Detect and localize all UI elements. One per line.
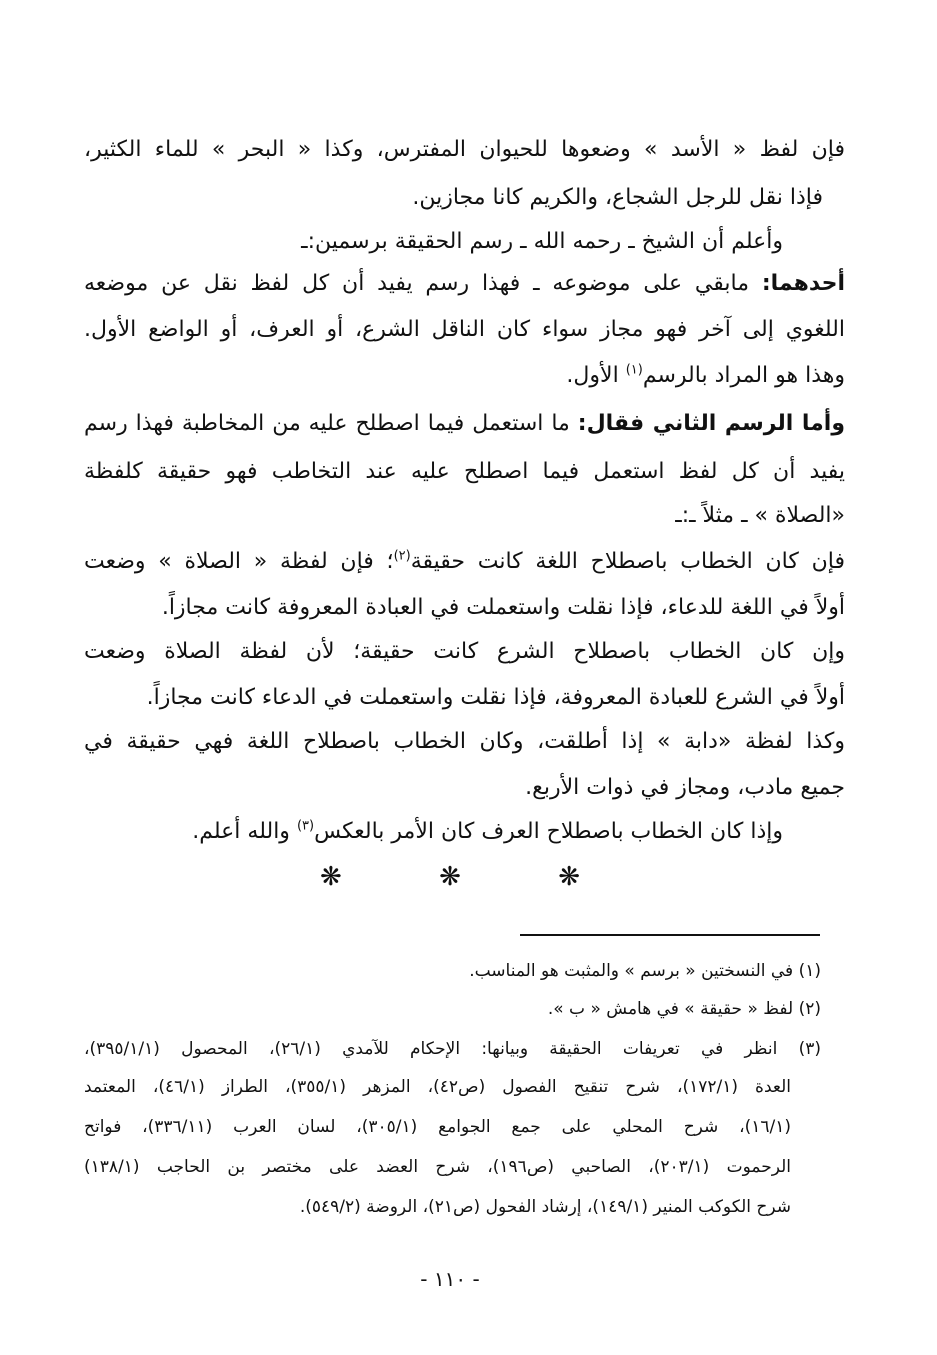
- footnote-ref-1: (١): [625, 362, 643, 378]
- body-line-11: أولاً في اللغة للدعاء، فإذا نقلت واستعملت في العبادة المعروفة كانت مجازاً.: [161, 595, 845, 620]
- body-line-3: وأعلم أن الشيخ ـ رحمه الله ـ رسم الحقيقة برسمين:ـ: [301, 229, 783, 254]
- body-line-10-text-b: ؛ فإن لفظة « الصلاة » وضعت: [84, 549, 394, 574]
- page-number: - ١١٠ -: [420, 1267, 480, 1291]
- body-line-4-text: مابقي على موضوعه ـ فهذا رسم يفيد أن كل لفظ نقل عن موضعه: [84, 271, 762, 296]
- body-line-9: «الصلاة » ـ مثلاً ـ:ـ: [675, 503, 845, 528]
- body-line-8: يفيد أن كل لفظ استعمل فيما اصطلح عليه عند التخاطب فهو حقيقة كلفظة: [84, 459, 845, 484]
- definition-one-label: أحدهما:: [761, 271, 845, 296]
- body-line-13: أولاً في الشرع للعبادة المعروفة، فإذا نقلت واستعملت في الدعاء كانت مجازاً.: [146, 685, 845, 710]
- body-line-5: اللغوي إلى آخر فهو مجاز سواء كان الناقل الشرع، أو العرف، أو الواضع الأول.: [84, 317, 845, 342]
- footnote-1: (١) في النسختين « برسم » والمثبت هو المناسب.: [469, 961, 821, 981]
- footnote-divider: [520, 934, 820, 936]
- body-line-1: فإن لفظ « الأسد » وضعوها للحيوان المفترس، وكذا « البحر » للماء الكثير،: [84, 137, 845, 162]
- body-line-10: [84, 546, 845, 578]
- footnote-3-line-3: (١٦/١)، شرح المحلي على جمع الجوامع (٣٠٥/١)، لسان العرب (٣٣٦/١١)، فواتح: [84, 1117, 791, 1137]
- body-line-4: [84, 268, 845, 300]
- body-line-6-text-b: الأول.: [566, 363, 626, 388]
- separator-star-icon: ❋: [558, 862, 580, 892]
- definition-two-label: وأما الرسم الثاني فقال:: [577, 411, 845, 436]
- body-line-15: جميع مادب، ومجاز في ذوات الأربع.: [525, 775, 845, 800]
- body-line-2: فإذا نقل للرجل الشجاع، والكريم كانا مجازين.: [412, 185, 823, 210]
- body-line-12: وإن كان الخطاب باصطلاح الشرع كانت حقيقة؛ لأن لفظة الصلاة وضعت: [84, 639, 845, 664]
- footnote-3-line-2: العدة (١٧٢/١)، شرح تنقيح الفصول (ص٤٢)، المزهر (٣٥٥/١)، الطراز (٤٦/١)، المعتمد: [84, 1077, 791, 1097]
- footnote-3-line-5: شرح الكوكب المنير (١٤٩/١)، إرشاد الفحول (ص٢١)، الروضة (٥٤٩/٢).: [299, 1197, 791, 1217]
- body-line-6-text-a: وهذا هو المراد بالرسم: [642, 363, 845, 388]
- body-line-16-text-a: وإذا كان الخطاب باصطلاح العرف كان الأمر بالعكس: [314, 819, 783, 844]
- footnote-ref-3: (٣): [296, 818, 315, 834]
- body-line-14: وكذا لفظة «دابة » إذا أطلقت، وكان الخطاب باصطلاح اللغة فهي حقيقة في: [84, 729, 845, 754]
- body-line-7: [84, 408, 845, 440]
- footnote-3-line-4: الرحموت (٢٠٣/١)، الصاحبي (ص١٩٦)، شرح العضد على مختصر بن الحاجب (١٣٨/١): [84, 1157, 791, 1177]
- footnote-3-line-1: (٣) انظر في تعريفات الحقيقة وبيانها: الإحكام للآمدي (٢٦/١)، المحصول (٣٩٥/١/١)،: [84, 1039, 821, 1059]
- footnote-ref-2: (٢): [393, 548, 411, 564]
- body-line-7-text: ما استعمل فيما اصطلح عليه من المخاطبة فهذا رسم: [84, 411, 578, 436]
- body-line-10-text-a: فإن كان الخطاب باصطلاح اللغة كانت حقيقة: [410, 549, 845, 574]
- body-line-6: [566, 360, 845, 392]
- section-separator: [320, 862, 580, 892]
- separator-star-icon: ❋: [439, 862, 461, 892]
- body-line-16: [192, 816, 783, 848]
- separator-star-icon: ❋: [320, 862, 342, 892]
- body-line-16-text-b: والله أعلم.: [192, 819, 297, 844]
- footnote-2: (٢) لفظ « حقيقة » في هامش « ب ».: [547, 999, 821, 1019]
